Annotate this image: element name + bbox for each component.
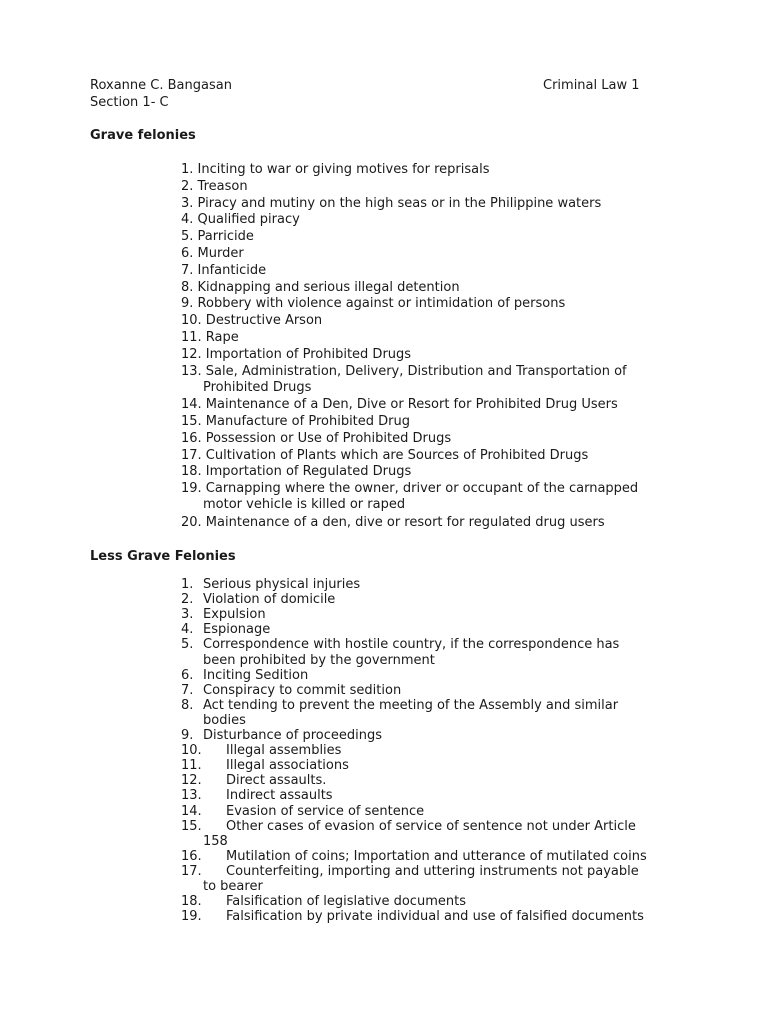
- less-felony-number: 13.: [181, 788, 202, 804]
- grave-felony-item: [181, 246, 244, 262]
- grave-felony-item: [181, 347, 411, 363]
- grave-felony-item: [181, 296, 565, 312]
- grave-felony-item: [181, 448, 588, 464]
- grave-felony-item: [181, 364, 627, 396]
- grave-felony-item: [181, 179, 248, 195]
- grave-felony-text: 13. Sale, Administration, Delivery, Distribution and Transportation of: [181, 363, 627, 379]
- grave-felony-text: 11. Rape: [181, 330, 239, 345]
- less-felony-text: Act tending to prevent the meeting of the Assembly and similar: [203, 697, 619, 713]
- less-felony-text: Expulsion: [203, 607, 266, 623]
- less-felony-text: Correspondence with hostile country, if the correspondence has: [203, 637, 620, 653]
- less-grave-felonies-heading: Less Grave Felonies: [90, 549, 236, 564]
- less-felony-text: Illegal associations: [226, 758, 349, 774]
- grave-felony-item: [181, 313, 322, 329]
- less-felony-number: 17.: [181, 863, 202, 879]
- less-felony-text: Indirect assaults: [226, 788, 333, 804]
- grave-felony-text: 17. Cultivation of Plants which are Sources of Prohibited Drugs: [181, 447, 589, 463]
- less-felony-text: Falsification of legislative documents: [226, 894, 466, 910]
- less-felony-number: 12.: [181, 773, 202, 789]
- grave-felony-text: 5. Parricide: [181, 229, 254, 245]
- less-felony-number: 6.: [181, 667, 194, 683]
- grave-felony-item: [181, 330, 239, 346]
- less-felony-text: Evasion of service of sentence: [226, 803, 425, 819]
- less-felony-text: Counterfeiting, importing and uttering instruments not payable: [226, 863, 639, 879]
- less-felony-text: bodies: [203, 712, 246, 728]
- less-felony-text: Disturbance of proceedings: [203, 728, 383, 743]
- less-felony-number: 10.: [181, 743, 202, 759]
- less-felony-number: 2.: [181, 592, 194, 608]
- grave-felony-item: [181, 431, 451, 447]
- grave-felony-text: 12. Importation of Prohibited Drugs: [181, 346, 412, 362]
- grave-felony-item: [181, 481, 638, 513]
- grave-felony-text: 7. Infanticide: [181, 262, 267, 278]
- grave-felony-text: 1. Inciting to war or giving motives for reprisals: [181, 162, 490, 177]
- less-felony-number: 8.: [181, 697, 194, 713]
- grave-felony-text: 15. Manufacture of Prohibited Drug: [181, 414, 411, 429]
- grave-felony-text: 16. Possession or Use of Prohibited Drugs: [181, 430, 452, 446]
- grave-felony-item: [181, 280, 460, 296]
- grave-felony-item: [181, 212, 300, 228]
- grave-felony-text: 6. Murder: [181, 246, 244, 261]
- less-felony-number: 5.: [181, 637, 194, 653]
- less-felony-text: Serious physical injuries: [203, 577, 361, 592]
- grave-felony-text: Prohibited Drugs: [203, 379, 312, 395]
- grave-felony-item: [181, 464, 411, 480]
- less-felony-text: Conspiracy to commit sedition: [203, 682, 402, 698]
- grave-felony-item: [181, 162, 490, 178]
- grave-felony-item: [181, 515, 605, 531]
- grave-felony-text: 3. Piracy and mutiny on the high seas or in the Philippine waters: [181, 195, 602, 211]
- grave-felony-text: 9. Robbery with violence against or intimidation of persons: [181, 296, 566, 312]
- less-felony-text: Violation of domicile: [203, 592, 336, 608]
- less-felony-number: 15.: [181, 818, 202, 834]
- less-felony-text: Espionage: [203, 622, 271, 638]
- grave-felony-text: 18. Importation of Regulated Drugs: [181, 464, 412, 480]
- less-felony-text: Inciting Sedition: [203, 667, 309, 683]
- grave-felonies-heading: Grave felonies: [90, 128, 196, 143]
- less-felony-number: 3.: [181, 607, 194, 623]
- less-felony-number: 14.: [181, 803, 202, 819]
- less-felony-number: 4.: [181, 622, 194, 638]
- less-felony-text: Illegal assemblies: [226, 743, 342, 759]
- less-felony-number: 1.: [181, 577, 194, 592]
- less-felony-number: 19.: [181, 909, 202, 925]
- less-felony-text: Falsification by private individual and use of falsified documents: [226, 909, 644, 925]
- grave-felony-text: 8. Kidnapping and serious illegal detention: [181, 279, 460, 295]
- grave-felony-item: [181, 414, 410, 430]
- grave-felony-text: 10. Destructive Arson: [181, 313, 323, 329]
- less-felony-text: to bearer: [203, 879, 263, 894]
- grave-felony-item: [181, 196, 601, 212]
- less-felony-number: 7.: [181, 682, 194, 698]
- less-felony-number: 16.: [181, 848, 202, 864]
- course-name: Criminal Law 1: [543, 78, 640, 93]
- grave-felony-item: [181, 397, 618, 413]
- less-felony-number: 18.: [181, 894, 202, 910]
- less-felony-text: been prohibited by the government: [203, 652, 435, 668]
- grave-felony-text: 20. Maintenance of a den, dive or resort for regulated drug users: [181, 514, 605, 530]
- grave-felony-item: [181, 229, 254, 245]
- grave-felony-text: 19. Carnapping where the owner, driver or occupant of the carnapped: [181, 481, 639, 497]
- less-felony-text: 158: [203, 833, 228, 849]
- grave-felony-text: motor vehicle is killed or raped: [203, 497, 406, 513]
- less-felony-text: Other cases of evasion of service of sentence not under Article: [226, 818, 636, 834]
- less-felony-number: 11.: [181, 758, 202, 774]
- less-felony-text: Mutilation of coins; Importation and utterance of mutilated coins: [226, 848, 647, 864]
- grave-felony-text: 14. Maintenance of a Den, Dive or Resort for Prohibited Drug Users: [181, 397, 618, 413]
- less-felony-number: 9.: [181, 728, 194, 743]
- author-name: Roxanne C. Bangasan: [90, 78, 232, 93]
- grave-felony-text: 4. Qualified piracy: [181, 212, 300, 228]
- grave-felony-item: [181, 263, 266, 279]
- grave-felony-text: 2. Treason: [181, 178, 248, 194]
- less-felony-text: Direct assaults.: [226, 773, 327, 789]
- section-label: Section 1- C: [90, 95, 169, 110]
